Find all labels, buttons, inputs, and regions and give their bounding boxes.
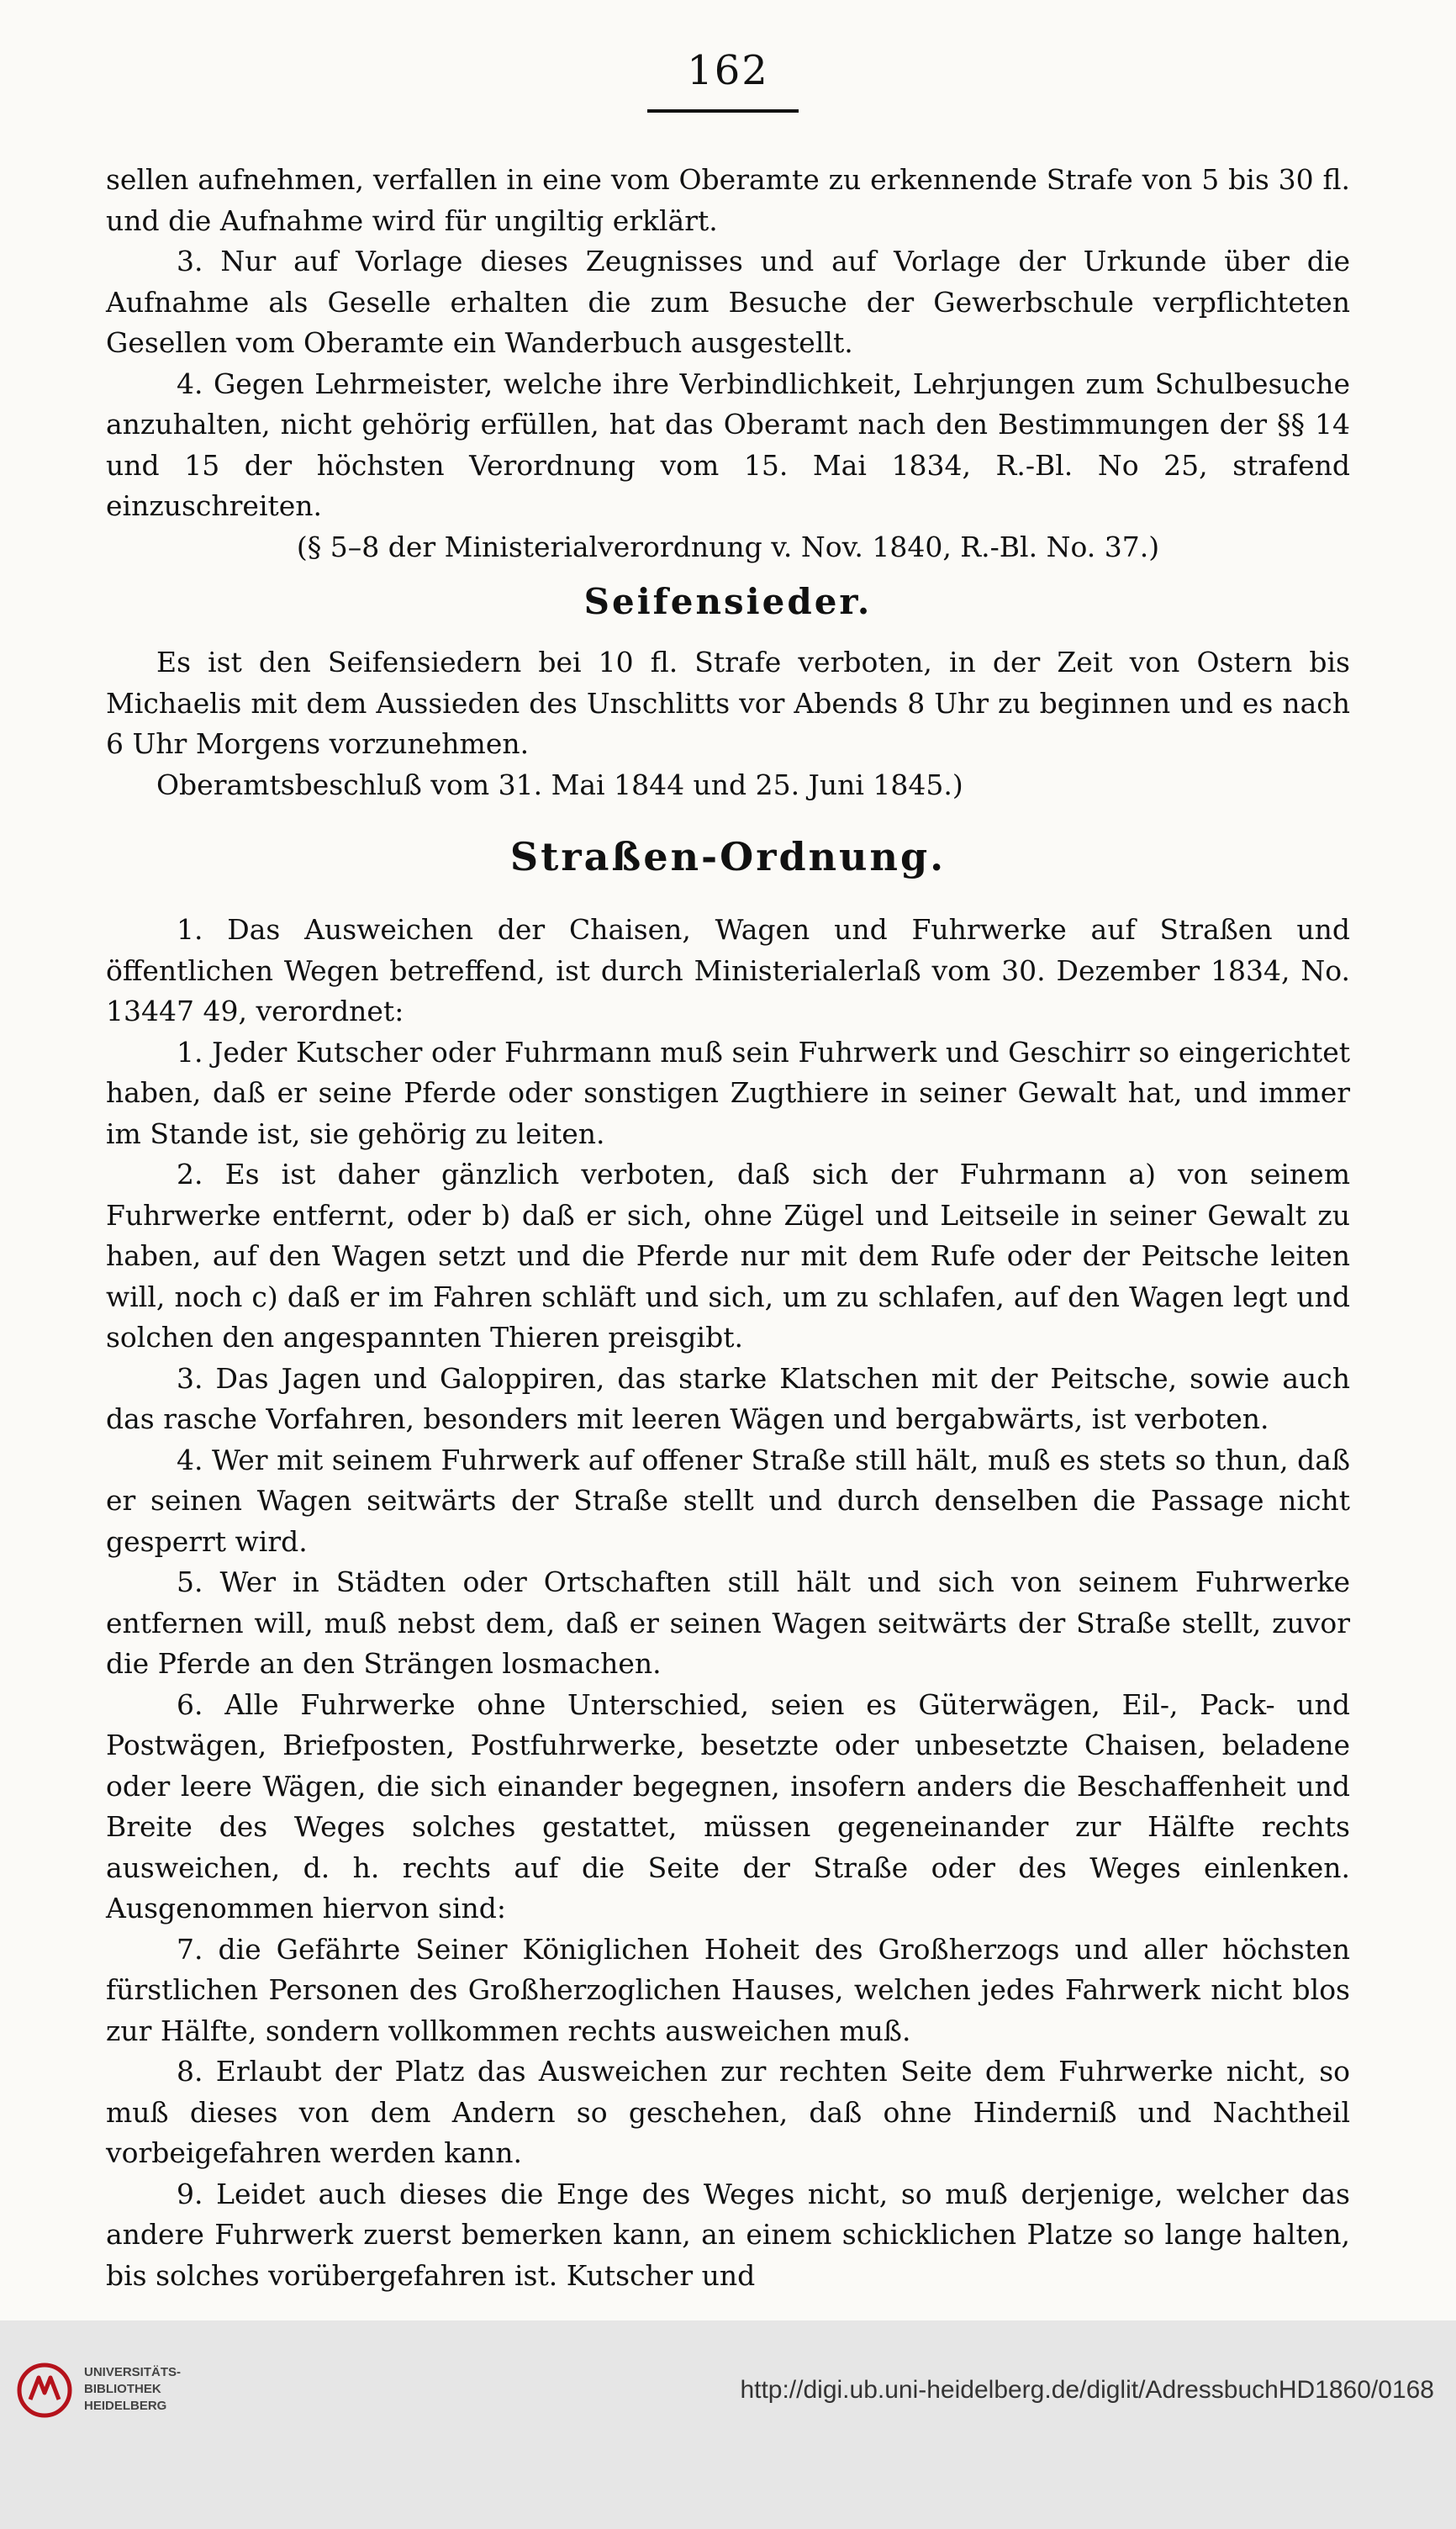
library-name-line2: BIBLIOTHEK [84,2382,161,2396]
library-name [84,2364,181,2415]
strassen-item-1: 1. Jeder Kutscher oder Fuhrmann muß sein Fuhrwerk und Geschirr so eingerichtet haben, daß er seine Pferde oder sonstigen Zugthiere in seiner Gewalt hat, und immer im Stande ist, sie gehörig zu leiten. [106,1035,1350,1150]
library-name-line3: HEIDELBERG [84,2399,167,2413]
strassen-item-9: 9. Leidet auch dieses die Enge des Weges nicht, so muß derjenige, welcher das andere Fuhrwerk zuerst bemerken kann, an einem schicklichen Platze so lange halten, bis solches vorübergefahren ist. Kutscher und [106,2177,1350,2292]
library-name-line1: UNIVERSITÄTS- [84,2365,182,2379]
strassen-item-7: 7. die Gefährte Seiner Königlichen Hoheit des Großherzogs und aller höchsten fürstlichen Personen des Großherzoglichen Hauses, welchen jedes Fahrwerk nicht blos zur Hälfte, sondern vollkommen rechts ausweichen muß. [106,1932,1350,2047]
strassen-item-2: 2. Es ist daher gänzlich verboten, daß sich der Fuhrmann a) von seinem Fuhrwerke entfernt, oder b) daß er sich, ohne Zügel und Leitseile in seiner Gewalt zu haben, auf den Wagen setzt und die Pferde nur mit dem Rufe oder der Peitsche leiten will, noch c) daß er im Fahren schläft und sich, um zu schlafen, auf den Wagen legt und solchen den angespannten Thieren preisgibt. [106,1158,1350,1354]
seifensieder-text: Es ist den Seifensiedern bei 10 fl. Strafe verboten, in der Zeit von Ostern bis Michaelis mit dem Aussieden des Unschlitts vor Abends 8 Uhr zu beginnen und es nach 6 Uhr Morgens vorzunehmen. [106,646,1350,760]
citation-ministerial: (§ 5–8 der Ministerialverordnung v. Nov. 1840, R.-Bl. No. 37.) [296,530,1160,563]
paragraph-continuation: sellen aufnehmen, verfallen in eine vom Oberamte zu erkennende Strafe von 5 bis 30 fl. und die Aufnahme wird für ungiltig erklärt. [106,163,1350,237]
page-number: 162 [687,47,769,94]
paragraph-item-3: 3. Nur auf Vorlage dieses Zeugnisses und auf Vorlage der Urkunde über die Aufnahme als Geselle erhalten die zum Besuche der Gewerbschule verpflichteten Gesellen vom Oberamte ein Wanderbuch ausgestellt. [106,245,1350,359]
seifensieder-citation: Oberamtsbeschluß vom 31. Mai 1844 und 25. Juni 1845.) [156,768,963,801]
page-number-rule [647,109,799,113]
source-url-link[interactable]: http://digi.ub.uni-heidelberg.de/diglit/AdressbuchHD1860/0168 [740,2376,1434,2404]
strassen-item-3: 3. Das Jagen und Galoppiren, das starke Klatschen mit der Peitsche, sowie auch das rasche Vorfahren, besonders mit leeren Wägen und bergabwärts, ist verboten. [106,1361,1350,1435]
university-seal-icon [15,2361,74,2420]
paragraph-item-4: 4. Gegen Lehrmeister, welche ihre Verbindlichkeit, Lehrjungen zum Schulbesuche anzuhalten, nicht gehörig erfüllen, hat das Oberamt nach den Bestimmungen der §§ 14 und 15 der höchsten Verordnung vom 15. Mai 1834, R.-Bl. No 25, strafend einzuschreiten. [106,367,1350,522]
strassen-intro: 1. Das Ausweichen der Chaisen, Wagen und Fuhrwerke auf Straßen und öffentlichen Wegen betreffend, ist durch Ministerialerlaß vom 30. Dezember 1834, No. 13447 49, verordnet: [106,913,1350,1027]
page-body [106,160,1350,2296]
strassen-item-4: 4. Wer mit seinem Fuhrwerk auf offener Straße still hält, muß es stets so thun, daß er seinen Wagen seitwärts der Straße stellt und durch denselben die Passage nicht gesperrt wird. [106,1443,1350,1558]
strassen-item-6: 6. Alle Fuhrwerke ohne Unterschied, seien es Güterwägen, Eil-, Pack- und Postwägen, Briefposten, Postfuhrwerke, besetzte oder unbesetzte Chaisen, beladene oder leere Wägen, die sich einander begegnen, insofern anders die Beschaffenheit und Breite des Weges solches gestattet, müssen gegeneinander zur Hälfte rechts ausweichen, d. h. rechts auf die Seite der Straße oder des Weges einlenken. Ausgenommen hiervon sind: [106,1687,1350,1924]
strassen-item-8: 8. Erlaubt der Platz das Ausweichen zur rechten Seite dem Fuhrwerke nicht, so muß dieses von dem Andern so geschehen, daß ohne Hinderniß und Nachtheil vorbeigefahren werden kann. [106,2055,1350,2169]
strassen-item-5: 5. Wer in Städten oder Ortschaften still hält und sich von seinem Fuhrwerke entfernen will, muß nebst dem, daß er seinen Wagen seitwärts der Straße stellt, zuvor die Pferde an den Strängen losmachen. [106,1565,1350,1680]
heading-seifensieder: Seifensieder. [583,581,873,622]
heading-strassen-ordnung: Straßen-Ordnung. [509,834,947,879]
footer-bar [0,2320,1456,2529]
